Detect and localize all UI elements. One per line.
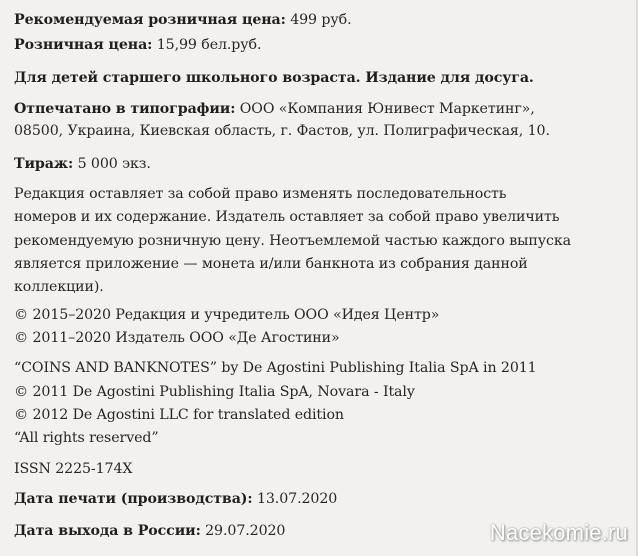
recommended-price-line: Рекомендуемая розничная цена: 499 руб.	[14, 12, 352, 28]
editorial-note-line-3: рекомендуемую розничную цену. Неотъемлемой частью каждого выпуска	[14, 233, 571, 249]
copyright-italia-line: © 2011 De Agostini Publishing Italia SpA, Novara - Italy	[14, 384, 415, 400]
copyright-publisher-line: © 2011–2020 Издатель ООО «Де Агостини»	[14, 330, 340, 346]
editorial-note-line-5: коллекции).	[14, 279, 104, 295]
copyright-llc-line: © 2012 De Agostini LLC for translated edition	[14, 407, 344, 423]
print-date-line: Дата печати (производства): 13.07.2020	[14, 491, 338, 507]
watermark: Nacekomie.ru	[489, 520, 628, 545]
issn-line: ISSN 2225-174X	[14, 461, 133, 477]
editorial-note-line-1: Редакция оставляет за собой право изменять последовательность	[14, 186, 507, 202]
rights-reserved-line: “All rights reserved”	[14, 430, 159, 446]
original-title-line: “COINS AND BANKNOTES” by De Agostini Publishing Italia SpA in 2011	[14, 360, 537, 376]
retail-price-line: Розничная цена: 15,99 бел.руб.	[14, 37, 262, 53]
editorial-note-line-4: является приложение — монета и/или банкнота из собрания данной	[14, 256, 528, 272]
copyright-editorial-line: © 2015–2020 Редакция и учредитель ООО «Идея Центр»	[14, 307, 440, 323]
printed-at-line: Отпечатано в типографии: ООО «Компания Юнивест Маркетинг»,	[14, 101, 535, 117]
editorial-note-line-2: номеров и их содержание. Издатель оставляет за собой право увеличить	[14, 209, 560, 225]
release-date-line: Дата выхода в России: 29.07.2020	[14, 523, 286, 539]
age-note-line: Для детей старшего школьного возраста. Издание для досуга.	[14, 70, 534, 86]
circulation-line: Тираж: 5 000 экз.	[14, 156, 151, 172]
printer-address-line: 08500, Украина, Киевская область, г. Фастов, ул. Полиграфическая, 10.	[14, 123, 550, 139]
